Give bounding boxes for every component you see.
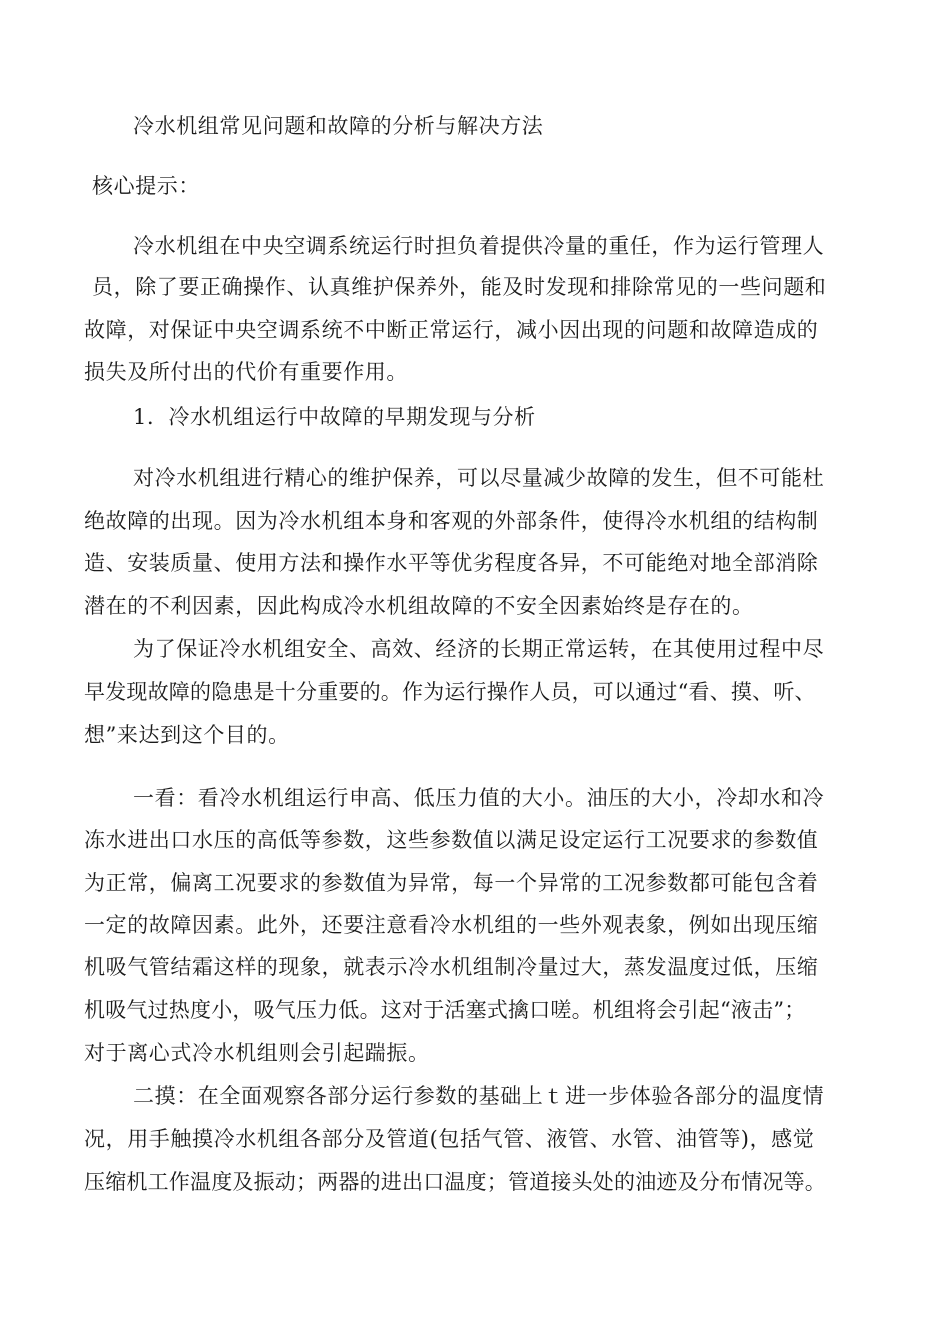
paragraph-line: 造、安装质量、使用方法和操作水平等优劣程度各异，不可能绝对地全部消除 [84, 551, 819, 575]
paragraph-line: 潜在的不利因素，因此构成冷水机组故障的不安全因素始终是存在的。 [84, 594, 754, 618]
paragraph-line: 一看：看冷水机组运行申高、低压力值的大小。油压的大小，冷却水和冷 [133, 786, 825, 810]
paragraph-line: 为了保证冷水机组安全、高效、经济的长期正常运转，在其使用过程中尽 [133, 637, 825, 661]
document-title: 冷水机组常见问题和故障的分析与解决方法 [133, 114, 544, 138]
paragraph-line: 二摸：在全面观察各部分运行参数的基础上ｔ进一步体验各部分的温度情 [133, 1084, 825, 1108]
paragraph-line: 冷水机组在中央空调系统运行时担负着提供冷量的重任，作为运行管理人 [133, 234, 825, 258]
paragraph-line: 对冷水机组进行精心的维护保养，可以尽量减少故障的发生，但不可能杜 [133, 466, 825, 490]
paragraph-line: 况，用手触摸冷水机组各部分及管道(包括气管、液管、水管、油管等)，感觉 [84, 1127, 815, 1151]
paragraph-line: 为正常，偏离工况要求的参数值为异常，每一个异常的工况参数都可能包含着 [84, 871, 819, 895]
document-subtitle: 核心提示： [92, 174, 200, 198]
paragraph-line: 机吸气管结霜这样的现象，就表示冷水机组制冷量过大，蒸发温度过低，压缩 [84, 955, 819, 979]
paragraph-line: 早发现故障的隐患是十分重要的。作为运行操作人员，可以通过“看、摸、听、 [84, 680, 816, 704]
paragraph-line: 员，除了要正确操作、认真维护保养外，能及时发现和排除常见的一些问题和 [92, 275, 827, 299]
paragraph-line: 绝故障的出现。因为冷水机组本身和客观的外部条件，使得冷水机组的结构制 [84, 509, 819, 533]
paragraph-line: 对于离心式冷水机组则会引起踹振。 [84, 1041, 430, 1065]
paragraph-line: 一定的故障因素。此外，还要注意看冷水机组的一些外观表象，例如出现压缩 [84, 913, 819, 937]
section-heading: 1．冷水机组运行中故障的早期发现与分析 [133, 405, 536, 429]
paragraph-line: 冻水进出口水压的高低等参数，这些参数值以满足设定运行工况要求的参数值 [84, 828, 819, 852]
paragraph-line: 想”来达到这个目的。 [84, 723, 290, 747]
paragraph-line: 损失及所付出的代价有重要作用。 [84, 360, 408, 384]
paragraph-line: 压缩机工作温度及振动；两器的进出口温度；管道接头处的油迹及分布情况等。 [84, 1170, 826, 1194]
paragraph-line: 机吸气过热度小，吸气压力低。这对于活塞式擒口嗟。机组将会引起“液击”； [84, 998, 806, 1022]
paragraph-line: 故障，对保证中央空调系统不中断正常运行，减小因出现的问题和故障造成的 [84, 318, 819, 342]
